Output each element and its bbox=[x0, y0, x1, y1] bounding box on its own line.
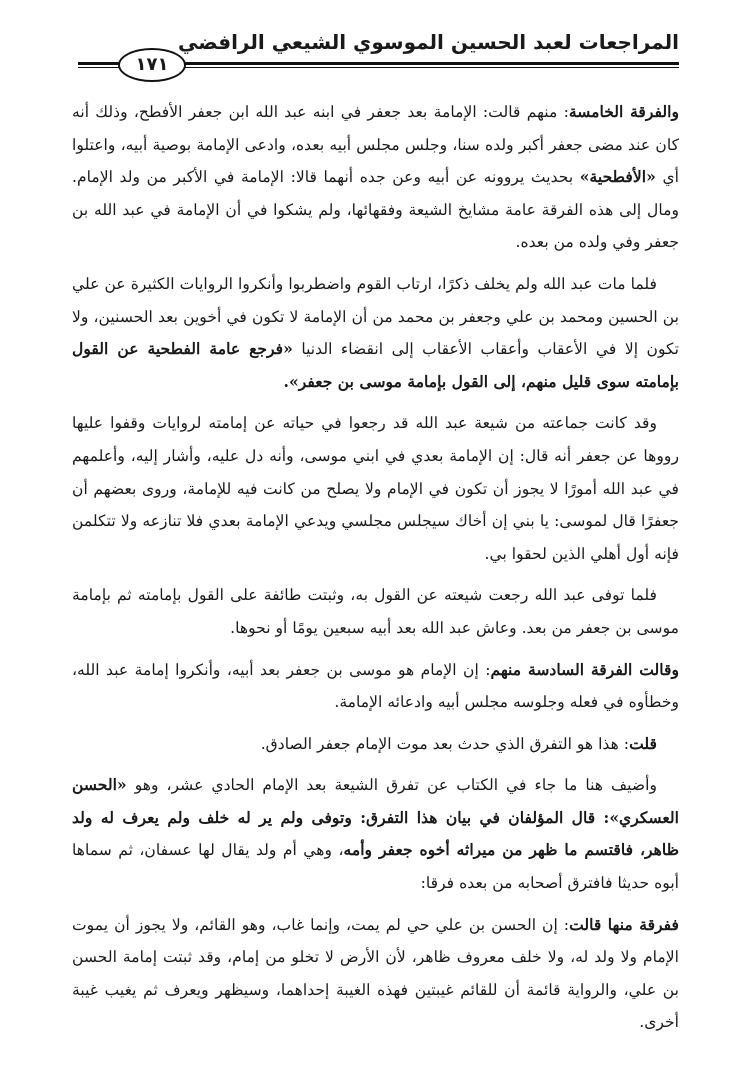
paragraph-text: : إن الإمام هو موسى بن جعفر بعد أبيه، وأنكروا إمامة عبد الله، وخطأوه في فعله وجلوسه مجلس أبيه وادعائه الإمامة. bbox=[72, 660, 679, 712]
paragraph-first-sect bbox=[72, 909, 679, 1039]
paragraph-sixth-sect bbox=[72, 654, 679, 719]
paragraph-text: وقد كانت جماعته من شيعة عبد الله قد رجعوا في حياته عن إمامته لروايات وقفوا عليها رووها عن جعفر أنه قال: إن الإمامة بعدي في ابني موسى، وأنه دل عليه، وأشار إليه، وأعلمهم في عبد الله أمورًا لا يجوز أن تكون في الإمام ولا يصلح من كانت فيه للإمامة، وروى بعضهم أن جعفرًا قال لموسى: يا بني إن أخاك سيجلس مجلسي ويدعي الإمامة بعدي فلا تنازعه ولا تتكلمن فإنه أول أهلي الذين لحقوا بي. bbox=[72, 414, 679, 563]
paragraph-text: بحديث يروونه عن أبيه وعن جده أنهما قالا: الإمامة في الأكبر من ولد الإمام. ومال إلى هذه الفرقة عامة مشايخ الشيعة وفقهائها، ولم يشكوا في أن الإمامة في عبد الله بن جعفر وفي ولده من بعده. bbox=[72, 168, 679, 252]
paragraph-label: وقالت الفرقة السادسة منهم bbox=[490, 659, 679, 679]
paragraph-abdullah-death bbox=[72, 268, 679, 398]
paragraph-text: فلما توفى عبد الله رجعت شيعته عن القول به، وثبتت طائفة على القول بإمامته ثم بإمامة موسى بن جعفر من بعد. وعاش عبد الله بعد أبيه سبعين يومًا أو نحوها. bbox=[72, 586, 679, 637]
paragraph-comment bbox=[72, 728, 679, 761]
paragraph-group-returned bbox=[72, 407, 679, 570]
paragraph-text: : إن الحسن بن علي حي لم يمت، وإنما غاب، وهو القائم، ولا يجوز أن يموت الإمام ولا ولد له، ولا خلف معروف ظاهر، لأن الأرض لا تخلو من إمام، وقد ثبتت إمامة الحسن بن علي، والرواية قائمة أن للقائم غيبتين فهذه الغيبة إحداهما، وسيظهر ويعرف ثم يغيب غيبة أخرى. bbox=[72, 915, 679, 1032]
paragraph-text: فلما مات عبد الله ولم يخلف ذكرًا، ارتاب القوم واضطربوا وأنكروا الروايات الكثيرة عن علي بن الحسين ومحمد بن علي وجعفر بن محمد من أن الإمامة لا تكون في أخوين بعد الحسنين، ولا تكون إلا في الأعقاب وأعقاب الأعقاب إلى انقضاء الدنيا bbox=[72, 274, 680, 359]
page-number: ١٧١ bbox=[118, 48, 186, 82]
paragraph-label: قلت bbox=[629, 733, 657, 753]
page-header bbox=[78, 30, 679, 75]
paragraph-addition bbox=[72, 769, 679, 899]
paragraph-label: ففرقة منها قالت bbox=[569, 914, 680, 934]
bold-quote: «الحسن العسكري»: قال المؤلفان في بيان هذا التفرق: وتوفى ولم ير له خلف ولم يعرف له ولد ظاهر، فاقتسم ما ظهر من ميراثه أخوه جعفر وأمه bbox=[72, 775, 679, 860]
paragraph-after-death bbox=[72, 579, 679, 644]
paragraph-text: : منهم قالت: الإمامة بعد جعفر في ابنه عبد الله ابن جعفر الأفطح، وذلك أنه كان عند مضى جعفر أكبر ولده سنا، وجلس مجلس أبيه بعده، وادعى الإمامة بوصية أبيه، واعتلوا أي bbox=[72, 103, 679, 187]
page-title: المراجعات لعبد الحسين الموسوي الشيعي الرافضي bbox=[178, 30, 679, 54]
paragraph-text: ، وهي أم ولد يقال لها عسفان، ثم سماها أبوه حديثا فافترق أصحابه من بعده فرقا: bbox=[72, 841, 679, 893]
paragraph-text: وأضيف هنا ما جاء في الكتاب عن تفرق الشيعة بعد الإمام الحادي عشر، وهو bbox=[126, 776, 657, 795]
paragraph-text: : هذا هو التفرق الذي حدث بعد موت الإمام جعفر الصادق. bbox=[260, 734, 630, 753]
bold-quote: «فرجع عامة الفطحية عن القول بإمامته سوى قليل منهم، إلى القول بإمامة موسى بن جعفر». bbox=[72, 339, 679, 391]
page-body bbox=[72, 96, 679, 1048]
paragraph-label: والفرقة الخامسة bbox=[568, 102, 679, 121]
bold-term: «الأفطحية» bbox=[579, 167, 656, 187]
paragraph-fifth-sect bbox=[72, 96, 679, 259]
